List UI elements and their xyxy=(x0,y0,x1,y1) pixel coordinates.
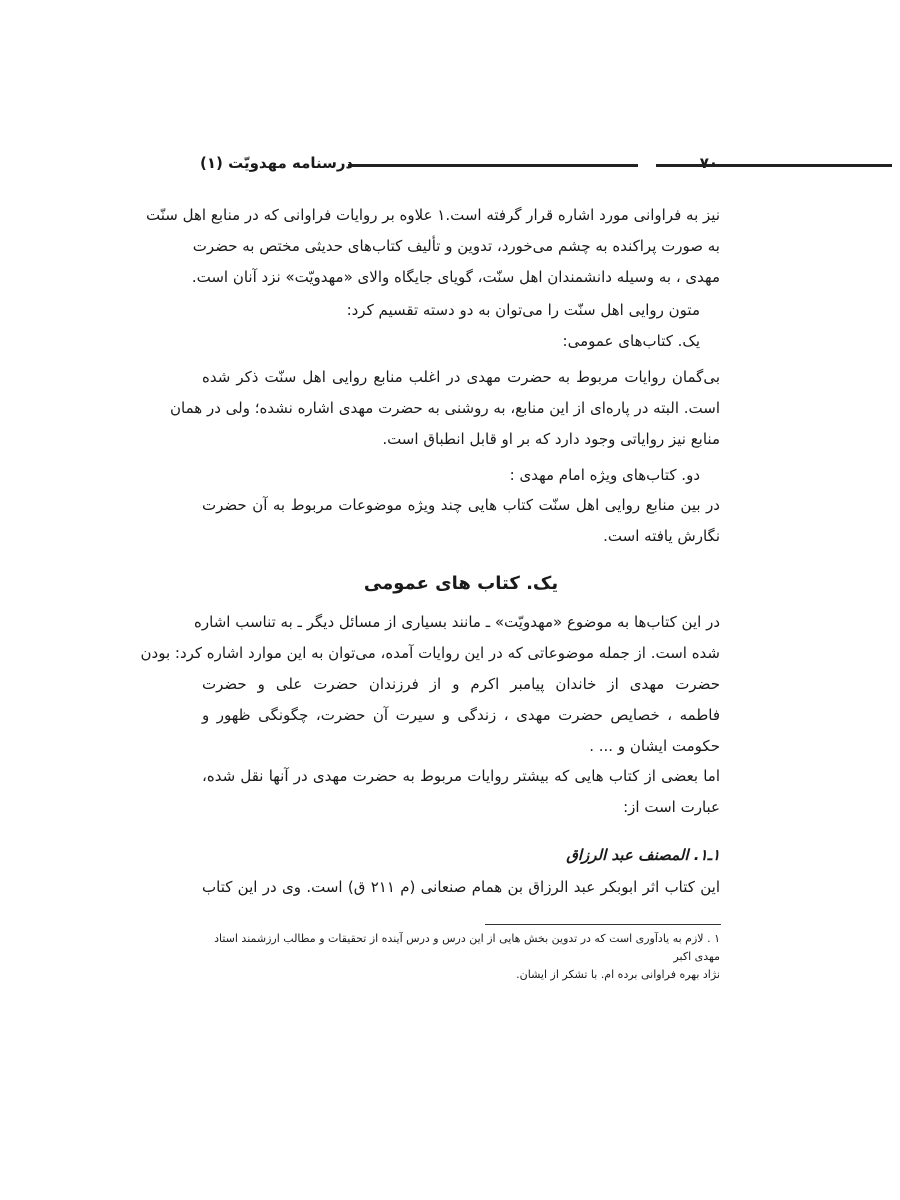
text-line: در بین منابع روایی اهل سنّت کتاب هایی چند ویژه موضوعات مربوط به آن حضرت xyxy=(202,496,720,514)
text-line: نگارش یافته است. xyxy=(603,527,720,545)
text-line: حضرت مهدی از خاندان پیامبر اکرم و از فرزندان حضرت علی و حضرت xyxy=(202,675,720,693)
page-header xyxy=(200,152,718,178)
text-line: متون روایی اهل سنّت را می‌توان به دو دسته تقسیم کرد: xyxy=(346,301,700,319)
section-heading: یک. کتاب های عمومی xyxy=(363,573,559,594)
text-line: این کتاب اثر ابوبکر عبد الرزاق بن همام صنعانی (م ۲۱۱ ق) است. وی در این کتاب xyxy=(202,878,721,896)
text-line: حکومت ایشان و ... . xyxy=(589,737,720,755)
paragraph-7 xyxy=(202,761,720,823)
text-line: مهدی ، به وسیله دانشمندان اهل سنّت، گویای جایگاه والای «مهدویّت» نزد آنان است. xyxy=(191,268,720,286)
text-line: شده است. از جمله موضوعاتی که در این روایات آمده، می‌توان به این موارد اشاره کرد: بودن xyxy=(140,644,720,662)
text-line: در این کتاب‌ها به موضوع «مهدویّت» ـ مانند بسیاری از مسائل دیگر ـ به تناسب اشاره xyxy=(194,613,720,631)
header-rule-left xyxy=(348,164,638,167)
paragraph-8 xyxy=(202,872,720,903)
text-line: عبارت است از: xyxy=(623,798,720,816)
paragraph-6 xyxy=(140,607,720,762)
text-line: دو. کتاب‌های ویژه امام مهدی : xyxy=(509,466,700,484)
text-line: یک. کتاب‌های عمومی: xyxy=(562,332,700,350)
running-title: درسنامه مهدویّت (۱) xyxy=(200,154,354,172)
paragraph-5 xyxy=(202,490,720,552)
paragraph-1 xyxy=(146,200,720,293)
paragraph-2 xyxy=(202,295,720,357)
header-rule-right xyxy=(656,164,892,167)
paragraph-3 xyxy=(170,362,720,455)
page-number: ۷۰ xyxy=(699,154,718,172)
text-line: فاطمه ، خصایص حضرت مهدی ، زندگی و سیرت آن حضرت، چگونگی ظهور و xyxy=(202,706,720,724)
footnote xyxy=(202,930,720,984)
footnote-line: نژاد بهره فراوانی برده ام. با تشکر از ایشان. xyxy=(516,968,720,981)
text-line: اما بعضی از کتاب هایی که بیشتر روایات مربوط به حضرت مهدی در آنها نقل شده، xyxy=(202,767,720,785)
text-line: بی‌گمان روایات مربوط به حضرت مهدی در اغلب منابع روایی اهل سنّت ذکر شده xyxy=(202,368,720,386)
paragraph-4 xyxy=(202,460,720,491)
subsection-heading: ۱ـ۱. المصنف عبد الرزاق xyxy=(566,846,720,864)
text-line: به صورت پراکنده به چشم می‌خورد، تدوین و تألیف کتاب‌های حدیثی مختص به حضرت xyxy=(192,237,720,255)
text-line: نیز به فراوانی مورد اشاره قرار گرفته است.۱ علاوه بر روایات فراوانی که در منابع اهل سنّت xyxy=(146,206,720,224)
text-line: منابع نیز روایاتی وجود دارد که بر او قابل انطباق است. xyxy=(382,430,720,448)
footnote-rule xyxy=(485,924,721,925)
text-line: است. البته در پاره‌ای از این منابع، به روشنی به حضرت مهدی اشاره نشده؛ ولی در همان xyxy=(170,399,720,417)
footnote-line: ۱ . لازم به یادآوری است که در تدوین بخش هایی از این درس و درس آینده از تحقیقات و مطالب ارزشمند استاد مهدی اکبر xyxy=(214,932,720,963)
